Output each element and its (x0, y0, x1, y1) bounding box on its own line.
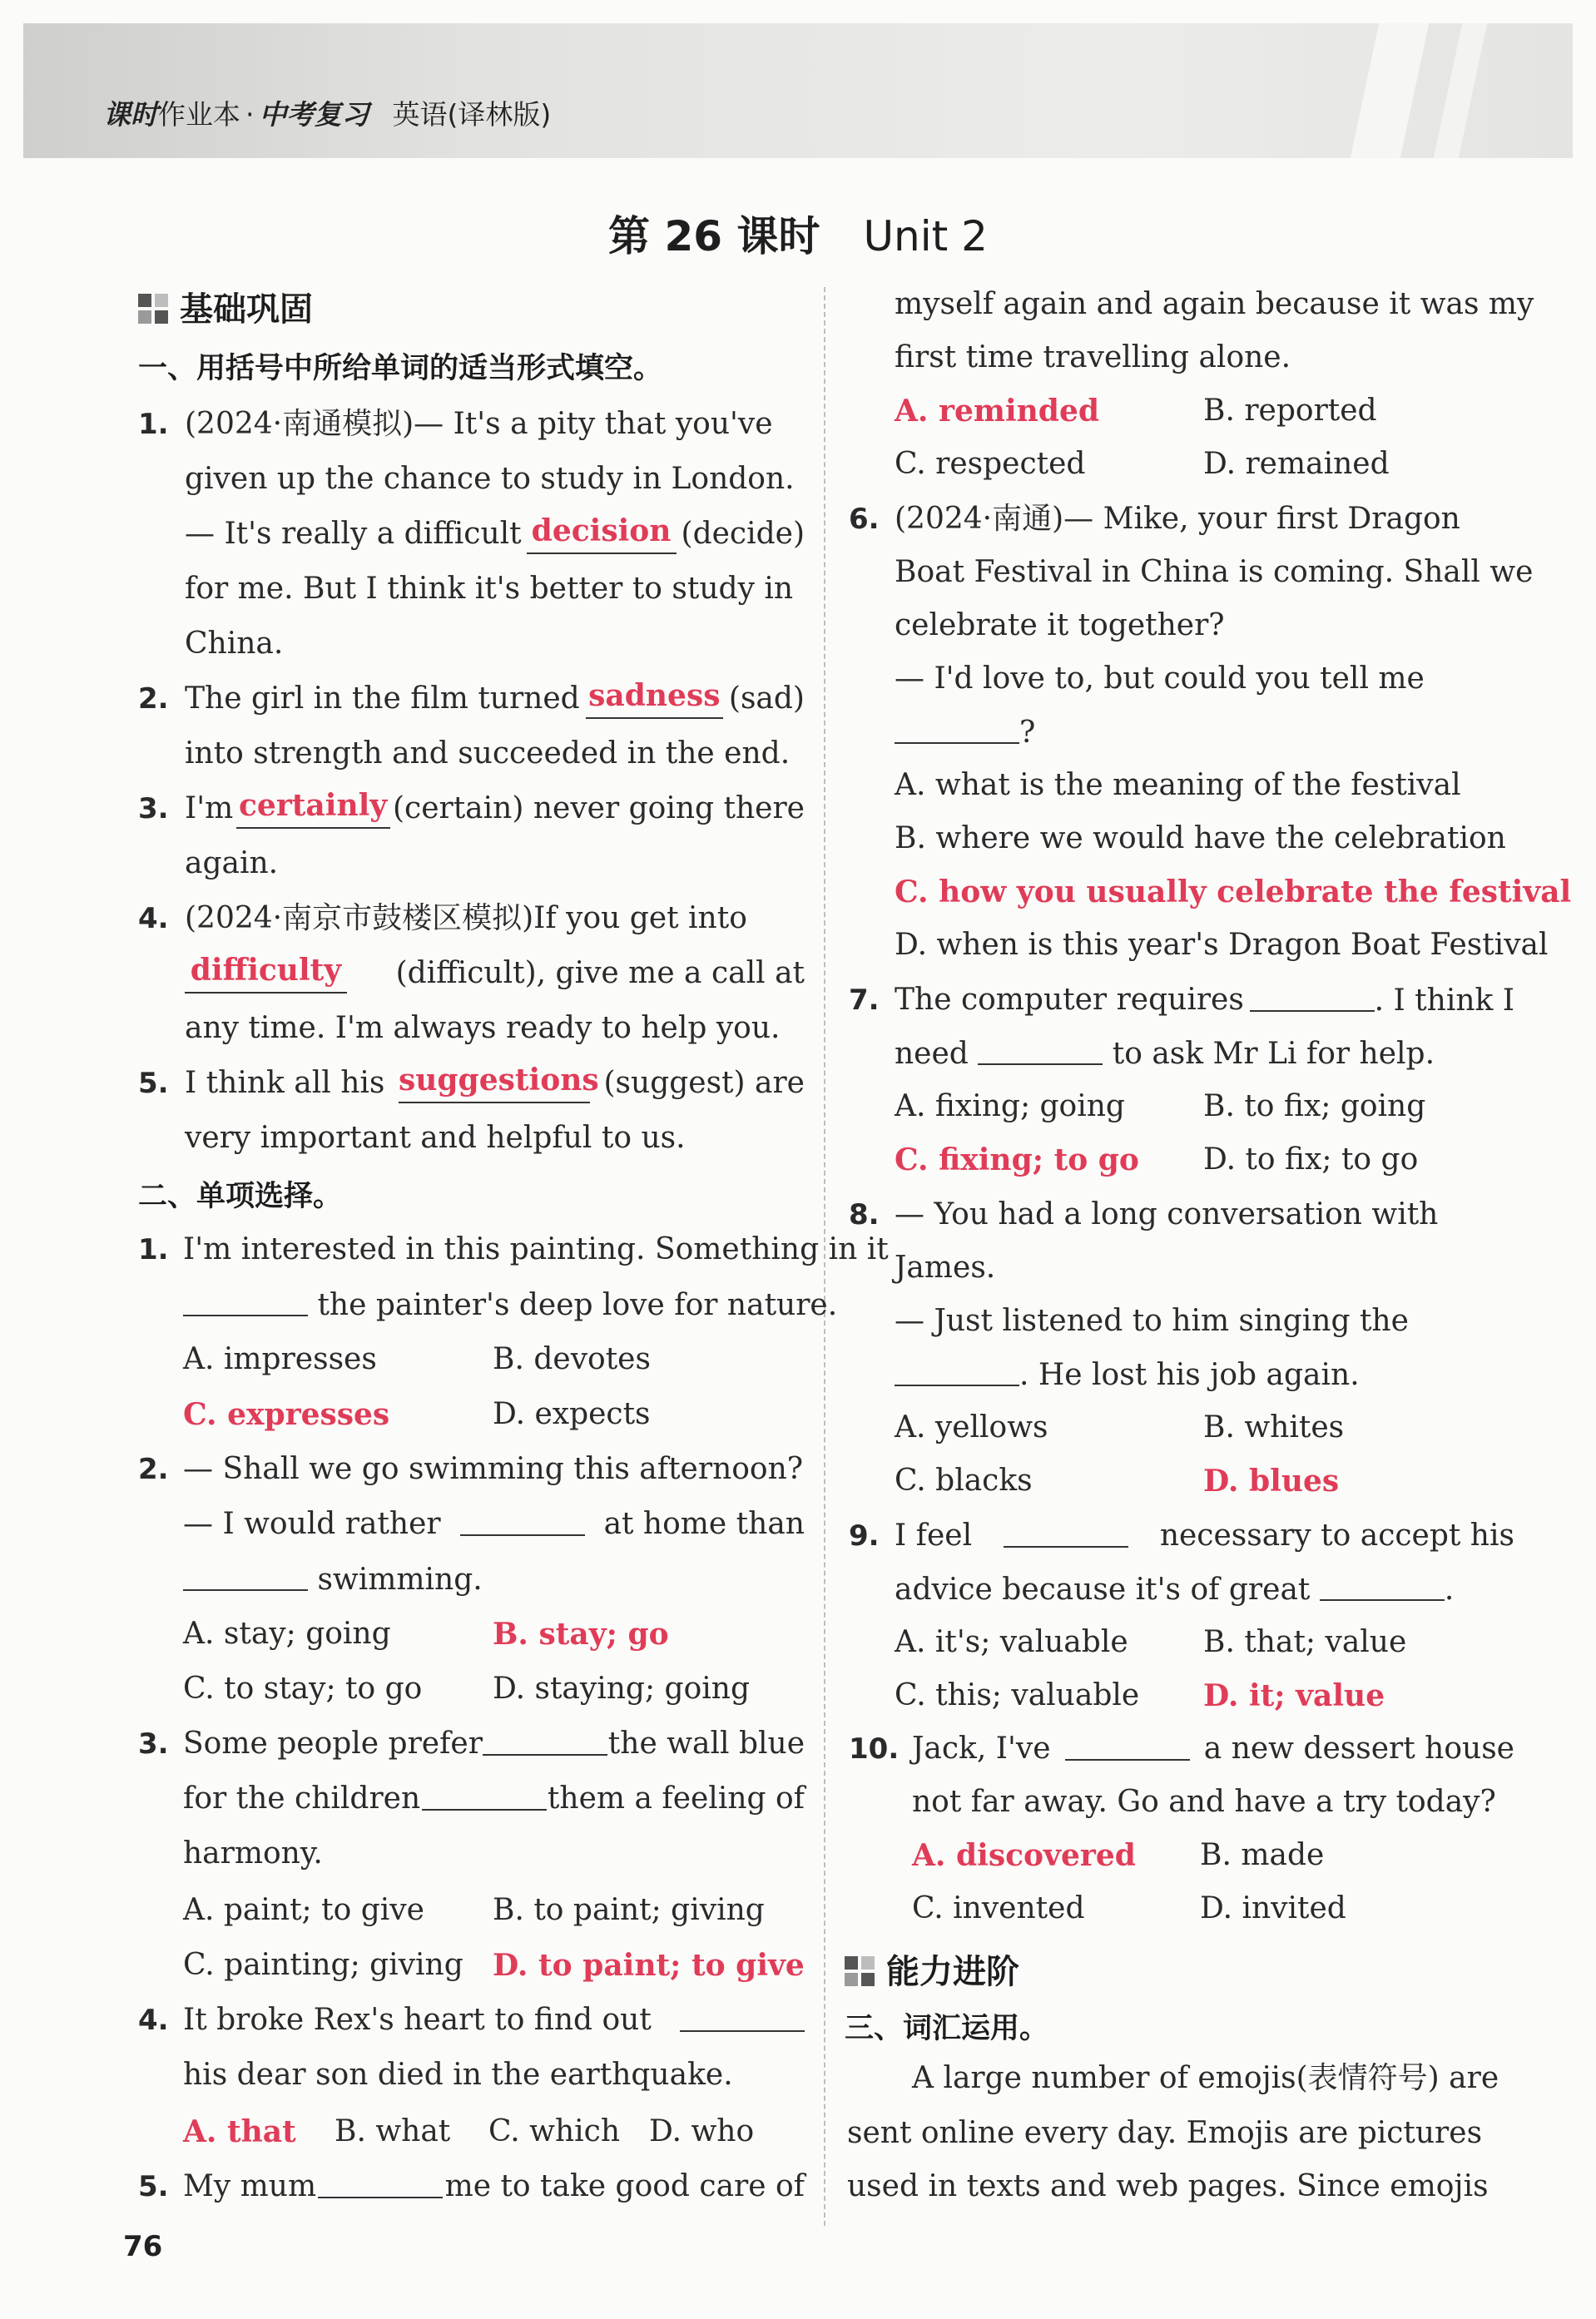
option-d: D. staying; going (493, 1672, 750, 1706)
question-number: 4. (138, 2004, 169, 2037)
question-text: . He lost his job again. (895, 1355, 1360, 1395)
question-number: 3. (138, 1727, 169, 1761)
option-d-answer: D. to paint; to give (493, 1948, 805, 1983)
blank (318, 2167, 443, 2198)
option-d: D. when is this year's Dragon Boat Festival (895, 928, 1549, 962)
section-square-icon (138, 294, 168, 324)
page-number: 76 (123, 2230, 163, 2263)
question-text: ? (895, 712, 1035, 753)
header-band (23, 23, 1573, 158)
option-c-answer: C. how you usually celebrate the festival (895, 875, 1572, 909)
passage-text: sent online every day. Emojis are pictures (847, 2116, 1483, 2150)
question-text: James. (895, 1251, 996, 1285)
option-a: A. it's; valuable (895, 1625, 1128, 1659)
section-title-advanced: 能力进阶 (845, 1945, 1019, 1993)
question-text: My mum me to take good care of (183, 2167, 805, 2207)
blank (680, 2000, 805, 2032)
question-number: 7. (849, 984, 880, 1017)
question-text: — I would rather at home than (183, 1504, 805, 1544)
option-a: A. fixing; going (895, 1089, 1125, 1123)
question-text: Boat Festival in China is coming. Shall we (895, 555, 1534, 589)
question-text: for the children them a feeling of (183, 1779, 805, 1819)
question-text: The girl in the film turned sadness (sad) (185, 679, 805, 719)
question-text: It broke Rex's heart to find out (183, 2000, 805, 2040)
question-text: again. (185, 846, 279, 880)
option-b: B. that; value (1203, 1625, 1407, 1659)
option-a: A. paint; to give (183, 1893, 424, 1927)
option-c: C. blacks (895, 1464, 1033, 1498)
blank (1320, 1569, 1445, 1601)
answer-blank: decision (527, 514, 677, 554)
question-number: 9. (849, 1519, 880, 1553)
question-text: — Shall we go swimming this afternoon? (183, 1452, 804, 1486)
blank (422, 1779, 547, 1811)
option-d: D. invited (1200, 1891, 1346, 1925)
option-d: D. remained (1203, 447, 1390, 481)
question-text: into strength and succeeded in the end. (185, 736, 791, 771)
question-text: harmony. (183, 1836, 323, 1871)
option-b: B. reported (1203, 394, 1377, 428)
blank (183, 1559, 308, 1591)
question-text: advice because it's of great . (895, 1569, 1454, 1610)
question-text: given up the chance to study in London. (185, 462, 795, 496)
lesson-title: 第 26 课时 Unit 2 (608, 212, 988, 260)
question-text: his dear son died in the earthquake. (183, 2058, 733, 2092)
question-text: — Just listened to him singing the (895, 1304, 1409, 1338)
book-title: 课时作业本 · 中考复习 英语(译林版) (103, 98, 552, 131)
option-a-answer: A. reminded (895, 394, 1100, 429)
question-text: need to ask Mr Li for help. (895, 1033, 1435, 1074)
question-number: 6. (849, 503, 880, 536)
question-number: 4. (138, 902, 169, 935)
option-d: D. who (649, 2114, 755, 2148)
option-b: B. devotes (493, 1342, 651, 1376)
question-text: (2024·南通)— Mike, your first Dragon (895, 502, 1460, 536)
question-text: any time. I'm always ready to help you. (185, 1011, 781, 1045)
question-text: — You had a long conversation with (895, 1197, 1439, 1231)
question-number: 5. (138, 1067, 169, 1100)
section-square-icon (845, 1956, 875, 1986)
passage-text: used in texts and web pages. Since emojis (847, 2169, 1489, 2203)
option-b: B. what (335, 2114, 451, 2148)
question-text: — It's really a difficult decision (decide) (185, 514, 805, 554)
option-d: D. expects (493, 1397, 651, 1431)
answer-blank: sadness (586, 679, 723, 719)
option-a: A. yellows (895, 1410, 1048, 1444)
blank (1065, 1729, 1190, 1761)
blank (183, 1285, 308, 1316)
option-c: C. this; valuable (895, 1678, 1140, 1712)
question-text: not far away. Go and have a try today? (912, 1785, 1496, 1819)
question-text: for me. But I think it's better to study in (185, 572, 794, 606)
part1-instruction: 一、用括号中所给单词的适当形式填空。 (138, 352, 663, 385)
option-a-answer: A. that (183, 2114, 296, 2149)
option-c: C. respected (895, 447, 1086, 481)
option-c-answer: C. expresses (183, 1397, 390, 1432)
part3-instruction: 三、词汇运用。 (845, 2012, 1049, 2045)
blank (1250, 980, 1375, 1012)
answer-blank: suggestions (399, 1063, 590, 1103)
question-text: China. (185, 627, 284, 661)
section-title-basics: 基础巩固 (138, 283, 313, 330)
passage-text: A large number of emojis(表情符号) are (912, 2061, 1499, 2095)
option-c: C. which (488, 2114, 621, 2148)
question-text: I think all his suggestions (suggest) are (185, 1063, 805, 1103)
question-number: 2. (138, 682, 169, 716)
part2-instruction: 二、单项选择。 (138, 1180, 343, 1213)
option-d-answer: D. it; value (1203, 1678, 1385, 1713)
option-b-answer: B. stay; go (493, 1617, 669, 1652)
question-text: very important and helpful to us. (185, 1121, 686, 1155)
question-text: Jack, I've a new dessert house (912, 1729, 1514, 1769)
blank (483, 1724, 607, 1756)
answer-blank: difficulty (185, 954, 347, 994)
answer-blank: certainly (236, 789, 390, 829)
question-number: 1. (138, 1233, 169, 1266)
option-c: C. to stay; to go (183, 1672, 423, 1706)
question-text: I feel necessary to accept his (895, 1516, 1514, 1556)
question-text: (2024·南通模拟)— It's a pity that you've (185, 407, 773, 441)
question-text: myself again and again because it was my (895, 287, 1534, 321)
question-text: — I'd love to, but could you tell me (895, 662, 1425, 696)
question-text: (2024·南京市鼓楼区模拟)If you get into (185, 901, 747, 935)
question-text: first time travelling alone. (895, 340, 1291, 374)
option-a: A. what is the meaning of the festival (895, 768, 1461, 802)
question-text: Some people prefer the wall blue (183, 1724, 805, 1764)
question-number: 1. (138, 408, 169, 441)
question-text: celebrate it together? (895, 608, 1225, 642)
option-d-answer: D. blues (1203, 1464, 1340, 1499)
option-b: B. made (1200, 1838, 1325, 1872)
question-number: 5. (138, 2170, 169, 2203)
question-text: difficulty (difficult), give me a call at (185, 954, 805, 994)
question-text: swimming. (183, 1559, 483, 1600)
question-number: 8. (849, 1198, 880, 1231)
question-number: 3. (138, 792, 169, 825)
blank (895, 712, 1019, 744)
option-b: B. to fix; going (1203, 1089, 1426, 1123)
question-text: I'm interested in this painting. Something in it (183, 1232, 889, 1266)
option-c: C. invented (912, 1891, 1085, 1925)
question-text: the painter's deep love for nature. (183, 1285, 837, 1325)
question-text: I'm certainly (certain) never going there (185, 789, 805, 829)
blank (978, 1033, 1103, 1065)
option-a-answer: A. discovered (912, 1838, 1136, 1873)
question-number: 10. (849, 1732, 900, 1766)
option-b: B. to paint; giving (493, 1893, 765, 1927)
option-c-answer: C. fixing; to go (895, 1142, 1139, 1177)
option-b: B. where we would have the celebration (895, 821, 1506, 855)
option-d: D. to fix; to go (1203, 1142, 1419, 1177)
option-a: A. impresses (183, 1342, 377, 1376)
option-a: A. stay; going (183, 1617, 391, 1651)
question-text: The computer requires . I think I (895, 980, 1514, 1021)
blank (460, 1504, 585, 1536)
blank (895, 1355, 1019, 1386)
option-c: C. painting; giving (183, 1948, 463, 1982)
question-number: 2. (138, 1453, 169, 1486)
blank (1004, 1516, 1128, 1548)
option-b: B. whites (1203, 1410, 1345, 1444)
